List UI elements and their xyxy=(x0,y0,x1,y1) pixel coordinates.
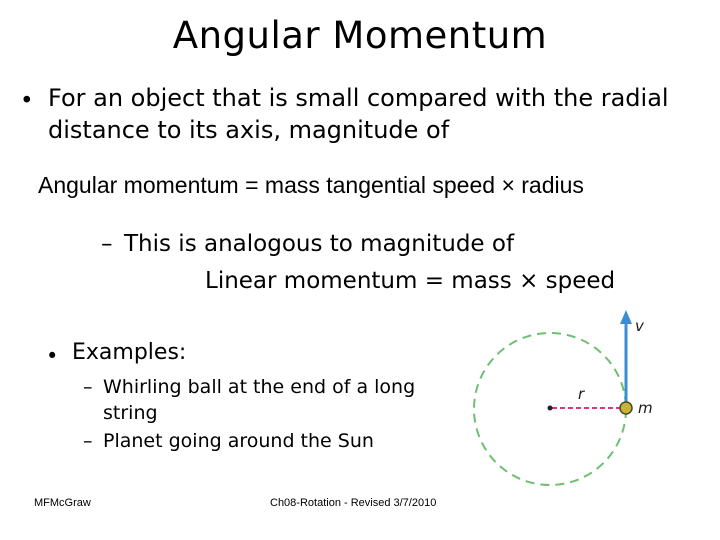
mass-label: m xyxy=(638,399,653,417)
bullet-1-text-line-1: For an object that is small compared with the radial xyxy=(48,84,669,112)
example-1-text-line-2: string xyxy=(103,402,158,424)
example-2-dash: – xyxy=(83,430,93,452)
velocity-arrow-head xyxy=(620,310,632,324)
angular-momentum-equation: Angular momentum = mass tangential speed × radius xyxy=(38,172,584,198)
linear-momentum-equation: Linear momentum = mass × speed xyxy=(205,268,616,294)
ball-mass xyxy=(620,402,632,414)
slide-title: Angular Momentum xyxy=(172,14,548,57)
bullet-1-mark: • xyxy=(20,88,34,114)
sub-point-dash: – xyxy=(101,231,113,257)
example-2-text: Planet going around the Sun xyxy=(103,430,374,452)
bullet-2-mark: • xyxy=(46,344,59,368)
orbit-diagram xyxy=(460,300,710,535)
bullet-1-text-line-2: distance to its axis, magnitude of xyxy=(48,116,450,144)
footer-author: MFMcGraw xyxy=(34,497,91,509)
example-1-dash: – xyxy=(83,376,93,398)
examples-label: Examples: xyxy=(72,340,187,365)
radius-label: r xyxy=(578,385,585,403)
footer-chapter-info: Ch08-Rotation - Revised 3/7/2010 xyxy=(270,497,437,509)
sub-point-text: This is analogous to magnitude of xyxy=(124,231,515,257)
velocity-label: v xyxy=(635,317,644,335)
example-1-text-line-1: Whirling ball at the end of a long xyxy=(103,376,416,398)
center-point xyxy=(548,406,553,411)
